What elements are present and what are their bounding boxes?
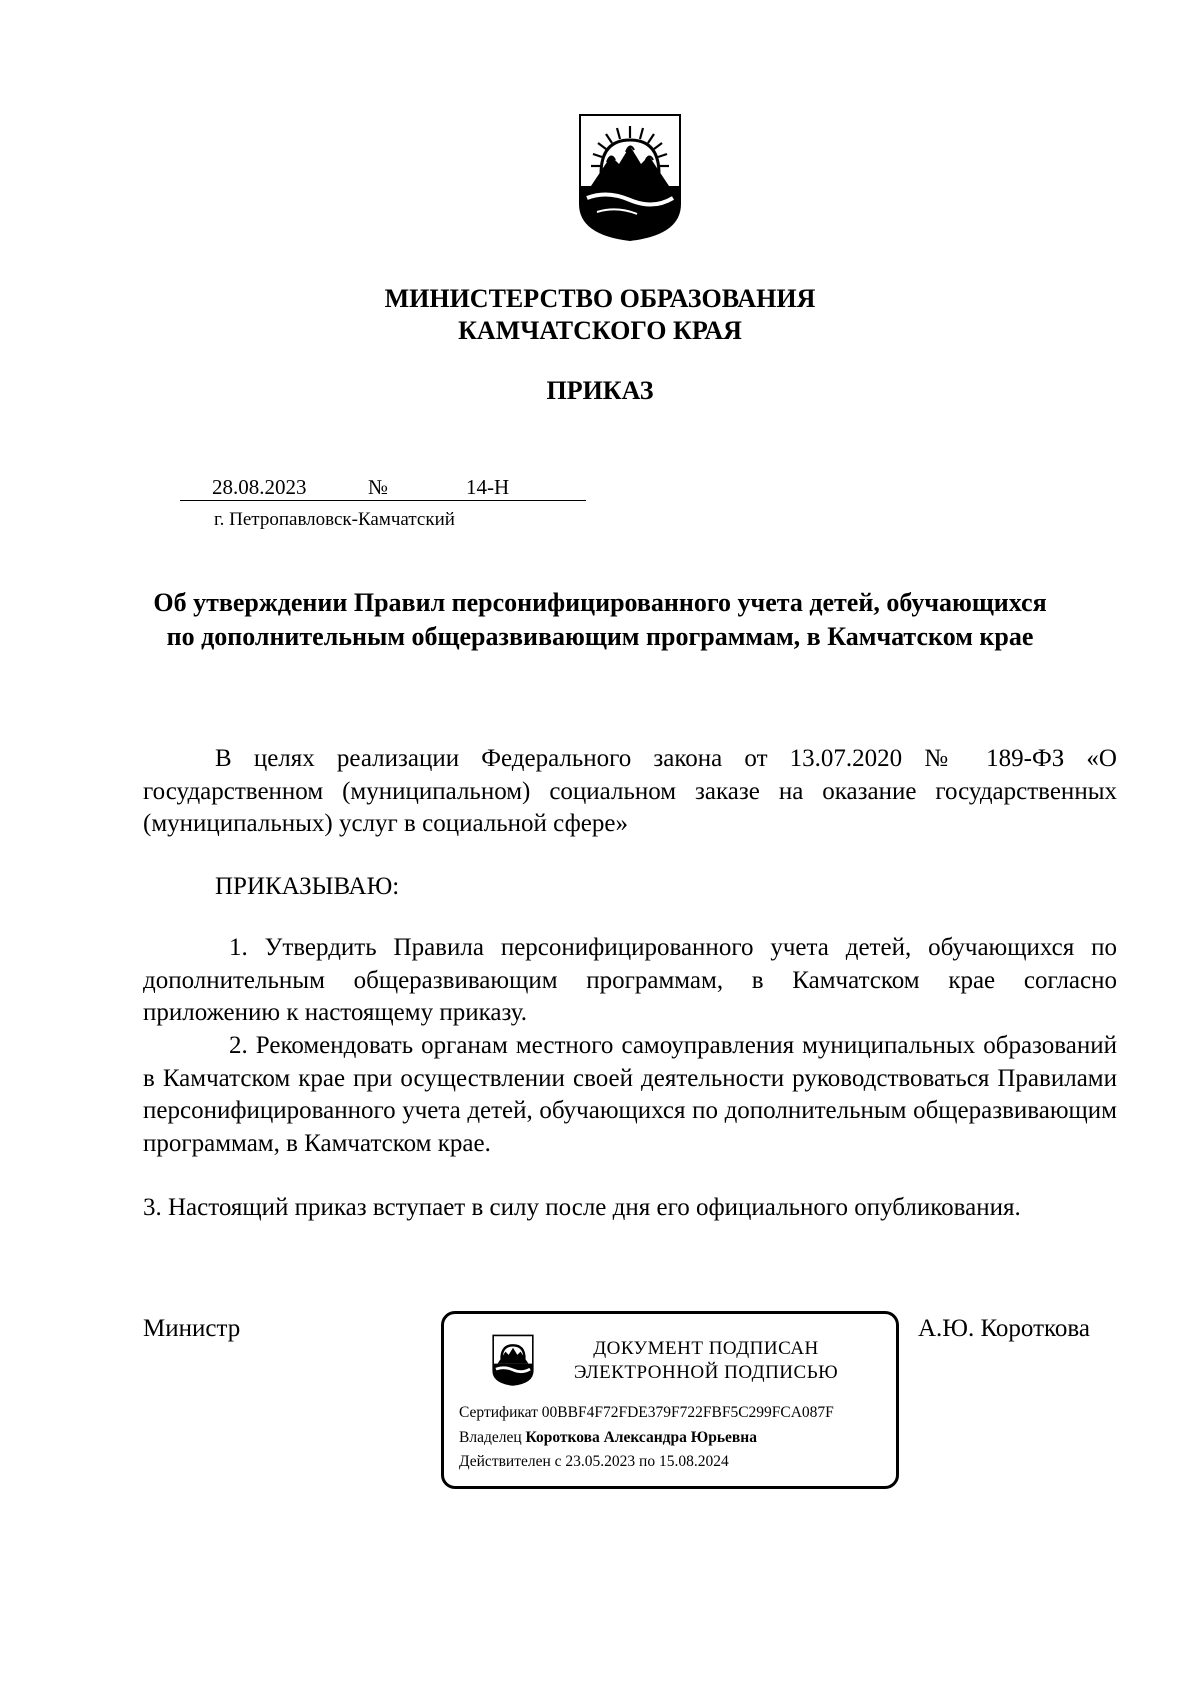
city: г. Петропавловск-Камчатский (214, 509, 455, 530)
stamp-heading-line2: ЭЛЕКТРОННОЙ ПОДПИСЬЮ (573, 1362, 839, 1383)
order-item-1: 1. Утвердить Правила персонифицированного учета детей, обучающихся по дополнительным общеразвивающим программам, в Камчатском крае согласно приложению к настоящему приказу. (143, 934, 1117, 1026)
kamchatka-coat-of-arms-icon (492, 1334, 534, 1386)
document-subject: Об утверждении Правил персонифицированного учета детей, обучающихся по дополнительным общеразвивающим программам, в Камчатском крае (153, 588, 1047, 651)
owner-label: Владелец (459, 1429, 522, 1446)
stamp-owner-row (459, 1428, 889, 1448)
org-name-line2: КАМЧАТСКОГО КРАЯ (458, 316, 742, 345)
certificate-label: Сертификат (459, 1404, 538, 1421)
org-name-line1: МИНИСТЕРСТВО ОБРАЗОВАНИЯ (384, 284, 816, 313)
stamp-heading-line1: ДОКУМЕНТ ПОДПИСАН (593, 1338, 819, 1359)
owner-value: Короткова Александра Юрьевна (525, 1429, 757, 1446)
validity-from-date: 23.05.2023 (565, 1453, 636, 1470)
kamchatka-coat-of-arms-icon (577, 112, 683, 242)
order-number-sign: № (368, 475, 389, 499)
order-date: 28.08.2023 (212, 475, 307, 499)
order-item-2: 2. Рекомендовать органам местного самоуправления муниципальных образований в Камчатском крае при осуществлении своей деятельности руководствоваться Правилами персонифицированного учета детей, обучающихся по дополнительным общеразвивающим программам, в Камчатском крае. (143, 1032, 1117, 1157)
document-type: ПРИКАЗ (546, 376, 654, 405)
validity-label: Действителен (459, 1453, 551, 1470)
validity-to-date: 15.08.2024 (658, 1453, 729, 1470)
order-number: 14-Н (466, 475, 510, 499)
stamp-validity-row (459, 1452, 889, 1472)
certificate-value: 00BBF4F72FDE379F722FBF5C299FCA087F (541, 1404, 834, 1421)
order-word: ПРИКАЗЫВАЮ: (215, 873, 400, 900)
electronic-signature-stamp (441, 1311, 899, 1489)
signer-name: А.Ю. Короткова (918, 1315, 1090, 1342)
signer-title: Министр (143, 1315, 241, 1342)
preamble-paragraph: В целях реализации Федерального закона от 13.07.2020 № 189-ФЗ «О государственном (муниципальном) социальном заказе на оказание государственных (муниципальных) услуг в социальной сфере» (143, 745, 1117, 837)
order-item-3: 3. Настоящий приказ вступает в силу после дня его официального опубликования. (143, 1194, 1021, 1221)
stamp-certificate-row (459, 1403, 889, 1423)
validity-to-prefix: по (639, 1453, 656, 1470)
validity-from-prefix: с (554, 1453, 562, 1470)
registration-underline (180, 500, 586, 501)
